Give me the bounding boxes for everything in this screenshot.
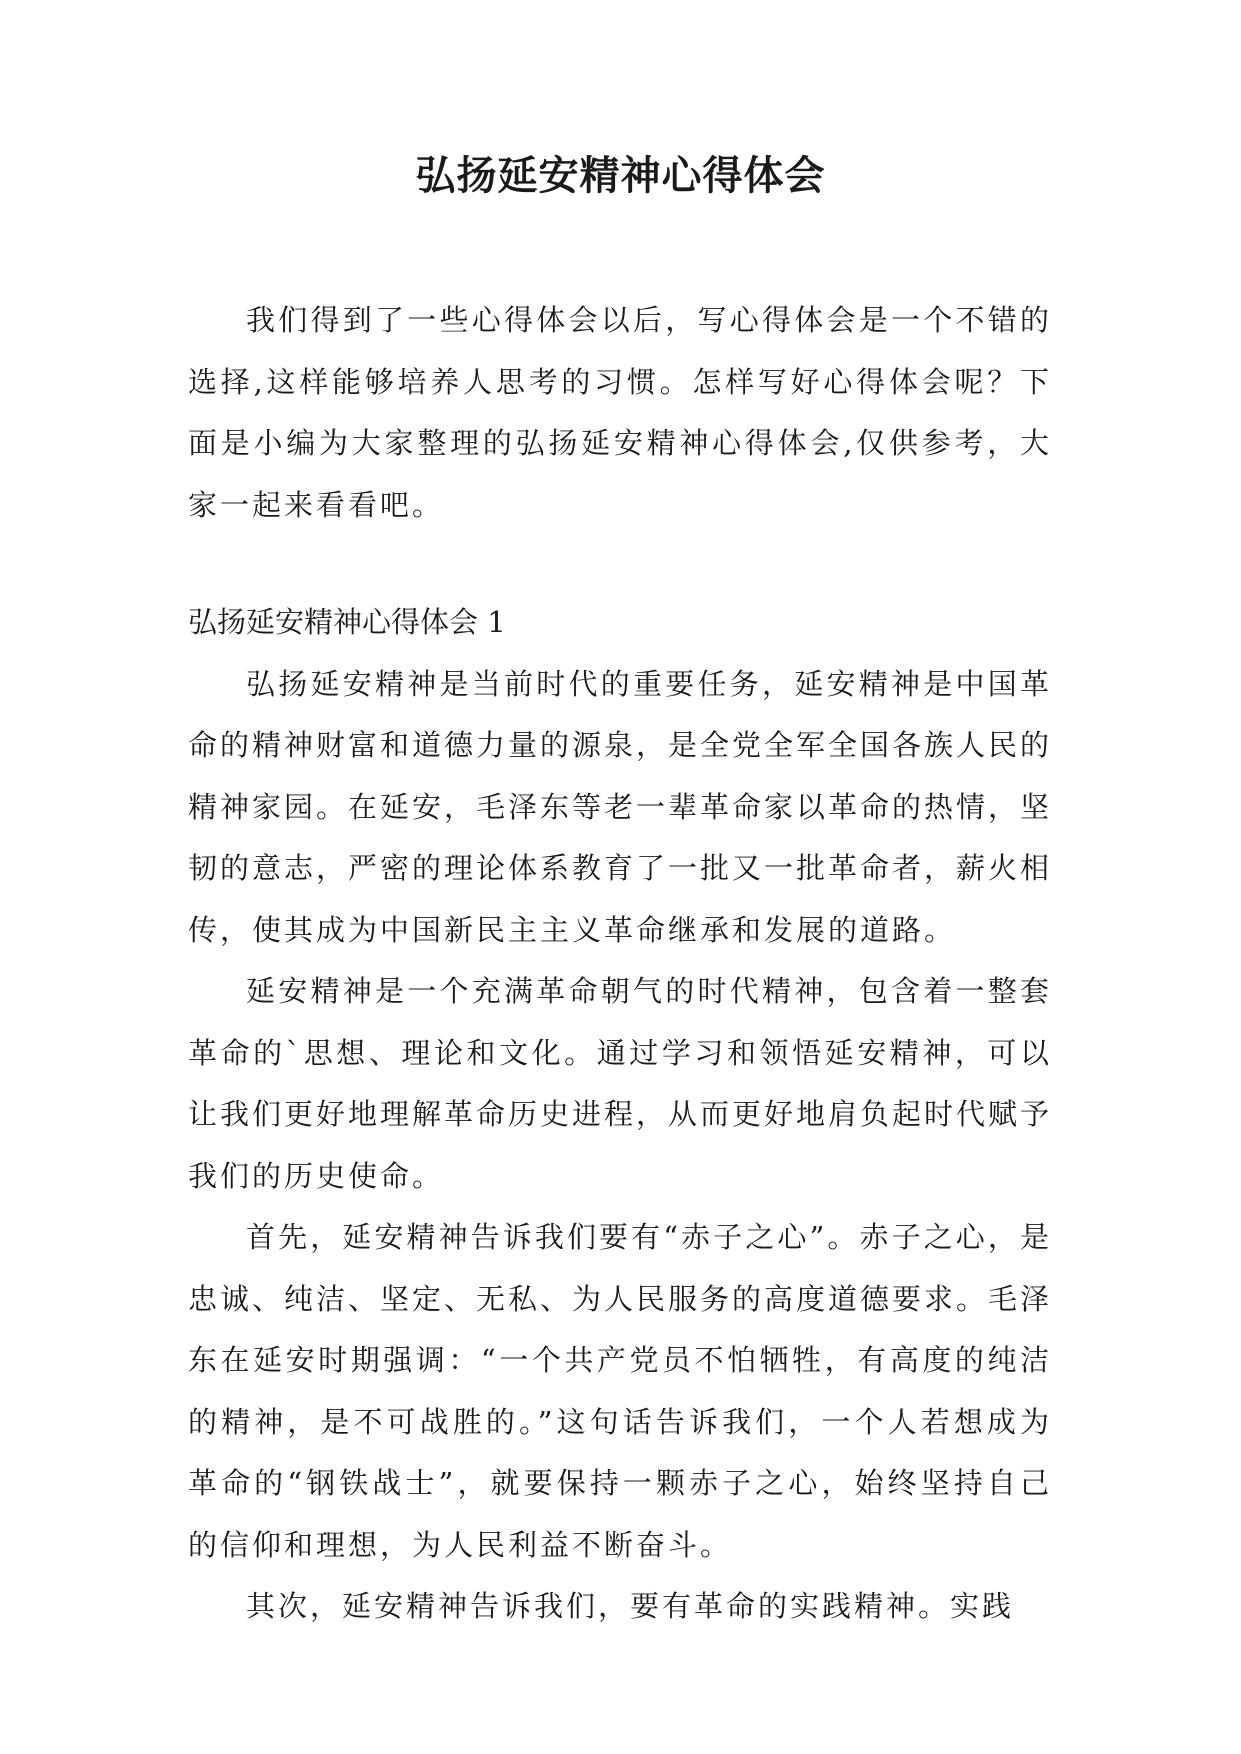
body-paragraph-1: 弘扬延安精神是当前时代的重要任务，延安精神是中国革命的精神财富和道德力量的源泉，是全党全军全国各族人民的精神家园。在延安，毛泽东等老一辈革命家以革命的热情，坚韧的意志，严密的理论体系教育了一批又一批革命者，薪火相传，使其成为中国新民主主义革命继承和发展的道路。: [188, 666, 1053, 947]
body-paragraph-2: 延安精神是一个充满革命朝气的时代精神，包含着一整套革命的`思想、理论和文化。通过学习和领悟延安精神，可以让我们更好地理解革命历史进程，从而更好地肩负起时代赋予我们的历史使命。: [188, 974, 1053, 1193]
document-title: 弘扬延安精神心得体会: [415, 153, 826, 199]
body-paragraph-3: 首先，延安精神告诉我们要有“赤子之心”。赤子之心，是忠诚、纯洁、坚定、无私、为人民服务的高度道德要求。毛泽东在延安时期强调：“一个共产党员不怕牺牲，有高度的纯洁的精神，是不可战胜的。”这句话告诉我们，一个人若想成为革命的“钢铁战士”，就要保持一颗赤子之心，始终坚持自己的信仰和理想，为人民利益不断奋斗。: [188, 1220, 1053, 1562]
section-heading: 弘扬延安精神心得体会 1: [188, 605, 506, 639]
intro-paragraph: 我们得到了一些心得体会以后，写心得体会是一个不错的选择,这样能够培养人思考的习惯。怎样写好心得体会呢？下面是小编为大家整理的弘扬延安精神心得体会,仅供参考，大家一起来看看吧。: [188, 303, 1052, 522]
document-body: [188, 290, 1052, 1638]
body-paragraph-4: 其次，延安精神告诉我们，要有革命的实践精神。实践: [246, 1589, 1015, 1623]
